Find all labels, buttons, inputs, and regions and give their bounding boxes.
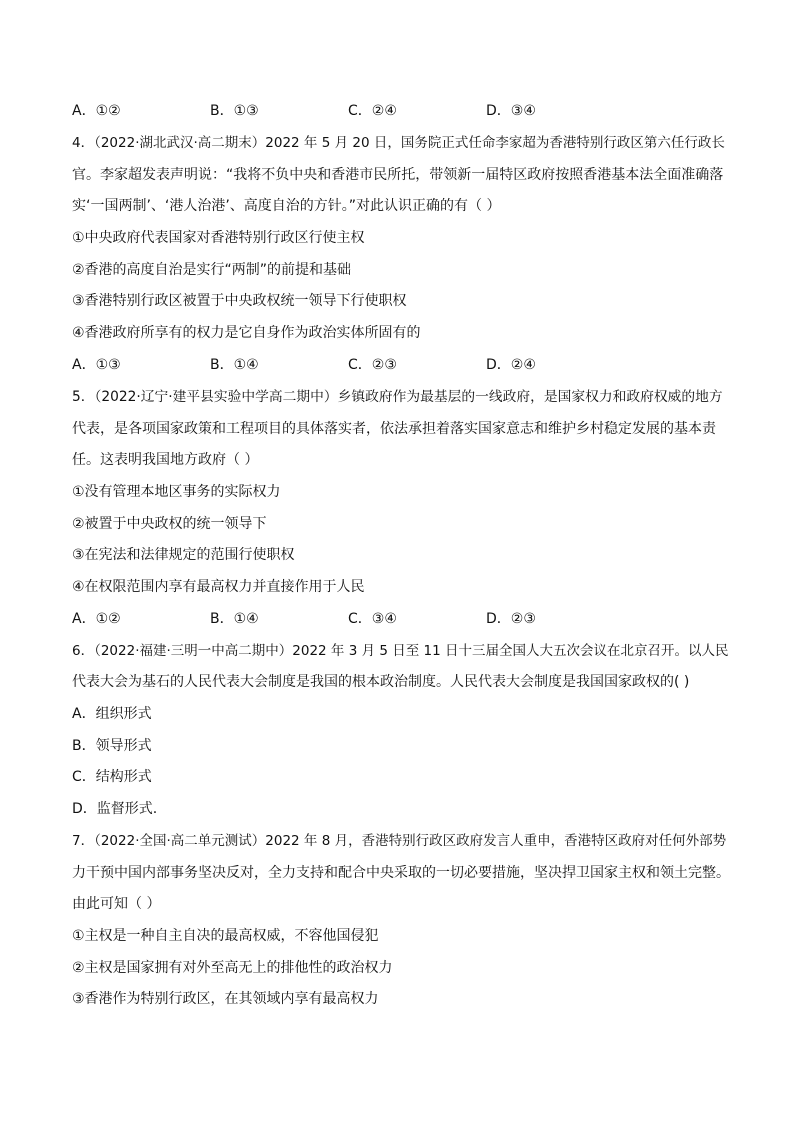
- q5-option-c: C．③④: [348, 611, 397, 627]
- q7-statement-3: ③香港作为特别行政区，在其领域内享有最高权力: [72, 991, 379, 1007]
- q4-option-a: A．①③: [72, 357, 121, 373]
- q7-statement-2: ②主权是国家拥有对外至高无上的排他性的政治权力: [72, 960, 393, 976]
- q5-statement-3: ③在宪法和法律规定的范围行使职权: [72, 547, 295, 563]
- q4-statement-4: ④香港政府所享有的权力是它自身作为政治实体所固有的: [72, 325, 421, 341]
- q3-option-a: A．①②: [72, 103, 121, 119]
- q6-stem-line-2: 代表大会为基石的人民代表大会制度是我国的根本政治制度。人民代表大会制度是我国国家政权的( ): [72, 674, 690, 690]
- q5-statement-1: ①没有管理本地区事务的实际权力: [72, 484, 281, 500]
- q4-stem-line-1: 4．（2022·湖北武汉·高二期末）2022 年 5 月 20 日，国务院正式任命李家超为香港特别行政区第六任行政长: [72, 135, 725, 151]
- q5-stem-line-1: 5．（2022·辽宁·建平县实验中学高二期中）乡镇政府作为最基层的一线政府，是国家权力和政府权威的地方: [72, 389, 723, 405]
- q5-statement-2: ②被置于中央政权的统一领导下: [72, 516, 267, 532]
- q5-options: [72, 610, 732, 628]
- q6-stem-line-1: 6．（2022·福建·三明一中高二期中）2022 年 3 月 5 日至 11 日十三届全国人大五次会议在北京召开。以人民: [72, 643, 729, 659]
- q7-statement-1: ①主权是一种自主自决的最高权威，不容他国侵犯: [72, 928, 379, 944]
- q5-stem-line-3: 任。这表明我国地方政府（ ）: [72, 452, 259, 468]
- q5-stem-line-2: 代表，是各项国家政策和工程项目的具体落实者，依法承担着落实国家意志和维护乡村稳定发展的基本责: [72, 421, 716, 437]
- q4-stem-line-3: 实‘一国两制’、‘港人治港’、高度自治的方针。”对此认识正确的有（ ）: [72, 198, 501, 214]
- q3-options: [72, 102, 732, 120]
- q7-stem-line-3: 由此可知（ ）: [72, 896, 161, 912]
- q6-choice-b: B．领导形式: [72, 738, 152, 754]
- q4-options: [72, 356, 732, 374]
- q4-option-d: D．②④: [486, 357, 536, 373]
- q7-stem-line-2: 力干预中国内部事务坚决反对，全力支持和配合中央采取的一切必要措施，坚决捍卫国家主权和领土完整。: [72, 865, 730, 881]
- q4-statement-1: ①中央政府代表国家对香港特别行政区行使主权: [72, 230, 365, 246]
- q3-option-c: C．②④: [348, 103, 397, 119]
- q7-stem-line-1: 7．（2022·全国·高二单元测试）2022 年 8 月，香港特别行政区政府发言人重申，香港特区政府对任何外部势: [72, 833, 727, 849]
- q5-option-a: A．①②: [72, 611, 121, 627]
- q6-choice-d: D．监督形式.: [72, 801, 158, 817]
- q4-option-b: B．①④: [210, 357, 259, 373]
- q6-choice-a: A．组织形式: [72, 706, 152, 722]
- q5-statement-4: ④在权限范围内享有最高权力并直接作用于人民: [72, 579, 365, 595]
- q5-option-b: B．①④: [210, 611, 259, 627]
- q4-option-c: C．②③: [348, 357, 397, 373]
- q3-option-d: D．③④: [486, 103, 536, 119]
- q4-statement-2: ②香港的高度自治是实行“两制”的前提和基础: [72, 262, 352, 278]
- q4-stem-line-2: 官。李家超发表声明说：“我将不负中央和香港市民所托，带领新一届特区政府按照香港基本法全面准确落: [72, 167, 724, 183]
- q6-choice-c: C．结构形式: [72, 769, 152, 785]
- q4-statement-3: ③香港特别行政区被置于中央政权统一领导下行使职权: [72, 293, 407, 309]
- q3-option-b: B．①③: [210, 103, 259, 119]
- q5-option-d: D．②③: [486, 611, 536, 627]
